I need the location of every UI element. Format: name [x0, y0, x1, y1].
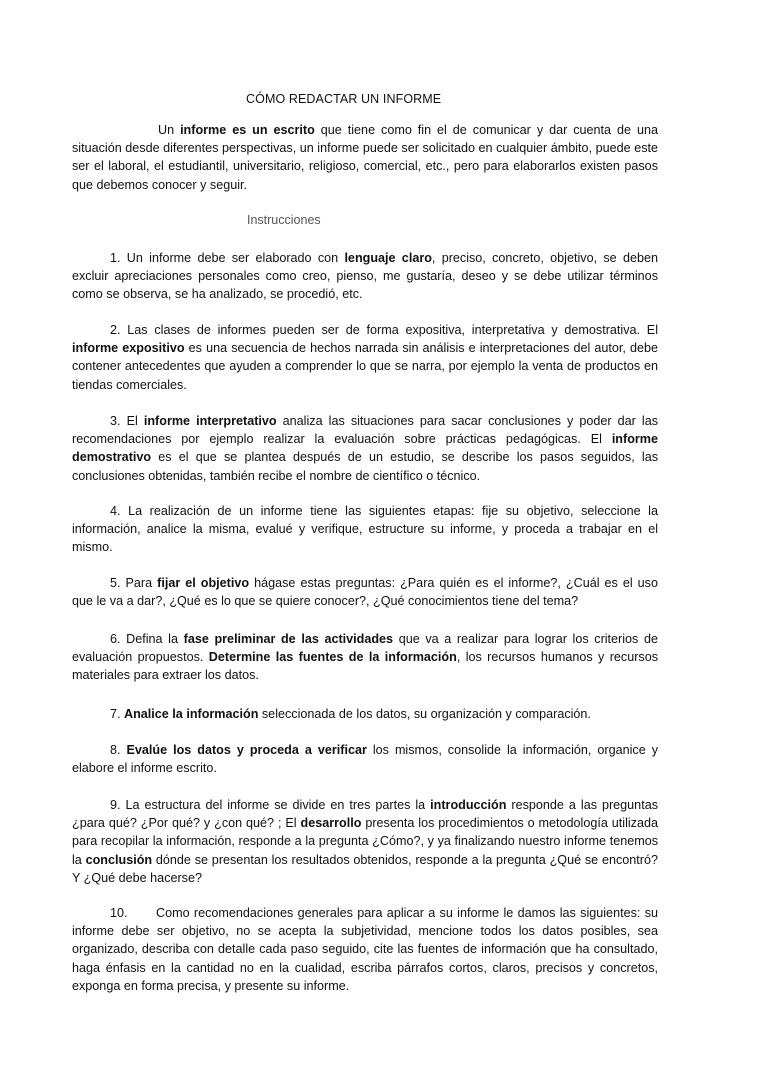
instruction-text: 2. Las clases de informes pueden ser de forma expositiva, interpretativa y demostrativa. El: [110, 323, 658, 337]
intro-bold: informe es un escrito: [180, 123, 315, 137]
instruction-text: Como recomendaciones generales para aplicar a su informe le damos las siguientes: su informe debe ser objetivo, no se acepta la subjetividad, mencione todos los datos posibles, sea organizado, describa con detalle cada paso seguido, cite las fuentes de información que ha consultado, haga énfasis en la cantidad no en la cualidad, escriba párrafos cortos, claros, precisos y concretos, exponga en forma precisa, y presente su informe.: [72, 906, 658, 993]
instruction-text: es el que se plantea después de un estudio, se describe los pasos seguidos, las conclusiones obtenidas, también recibe el nombre de científico o técnico.: [72, 450, 658, 483]
instruction-text: dónde se presentan los resultados obtenidos, responde a la pregunta ¿Qué se encontró? Y ¿Qué debe hacerse?: [72, 852, 658, 885]
instruction-text: es una secuencia de hechos narrada sin análisis e interpretaciones del autor, debe contener antecedentes que ayuden a comprender lo que se narra, por ejemplo la venta de productos en tiendas comerciales.: [72, 341, 659, 392]
instruction-text: 7.: [110, 707, 125, 721]
intro-text: Un: [158, 123, 181, 137]
instruction-9: [72, 796, 658, 887]
instruction-bold: lenguaje claro: [344, 251, 432, 265]
instruction-8: [72, 741, 658, 777]
instruction-text: analiza las situaciones para sacar conclusiones y poder dar las recomendaciones por ejemplo realizar la evaluación sobre prácticas pedagógicas. El: [72, 414, 658, 447]
instruction-text: 4. La realización de un informe tiene las siguientes etapas: fije su objetivo, seleccione la información, analice la misma, evalué y verifique, estructure su informe, y proceda a trabajar en el mismo.: [72, 504, 658, 555]
instruction-bold: informe demostrativo: [72, 432, 658, 465]
instruction-text: 1. Un informe debe ser elaborado con: [110, 251, 345, 265]
instruction-4: [72, 502, 658, 557]
instruction-text: los mismos, consolide la información, organice y elabore el informe escrito.: [72, 743, 658, 776]
instruction-text: 8.: [110, 743, 127, 757]
instruction-number: 10.: [110, 906, 128, 920]
instruction-bold: desarrollo: [300, 816, 362, 831]
instruction-5: [72, 574, 658, 610]
instruction-2: [72, 321, 658, 394]
instruction-text: 3. El: [110, 414, 144, 428]
instruction-bold: Analice la información: [124, 707, 259, 721]
instruction-text: seleccionada de los datos, su organización y comparación.: [258, 707, 591, 721]
instruction-text: responde a las preguntas ¿para qué? ¿Por qué? y ¿con qué? ; El: [72, 798, 658, 831]
instruction-text: , los recursos humanos y recursos materiales para extraer los datos.: [72, 650, 658, 683]
instruction-text: que va a realizar para lograr los criterios de evaluación propuestos.: [72, 632, 658, 665]
instruction-bold: introducción: [430, 798, 507, 812]
instruction-bold: informe interpretativo: [143, 414, 277, 428]
instruction-text: 5. Para: [110, 576, 158, 590]
instruction-bold: fijar el objetivo: [157, 576, 250, 590]
instruction-text: hágase estas preguntas: ¿Para quién es el informe?, ¿Cuál es el uso que le va a dar?, ¿Qué es lo que se quiere conocer?, ¿Qué conocimientos tiene del tema?: [72, 576, 658, 609]
intro-text: que tiene como fin el de comunicar y dar cuenta de una situación desde diferentes perspectivas, un informe puede ser solicitado en cualquier ámbito, puede este ser el laboral, el estudiantil, universitario, religioso, comercial, etc., pero para elaborarlos existen pasos que debemos conocer y seguir.: [72, 123, 658, 192]
instruction-text: , preciso, concreto, objetivo, se deben excluir apreciaciones personales como creo, pienso, me gustaría, deseo y se debe utilizar términos como se observa, se ha analizado, se procedió, etc.: [72, 251, 658, 302]
instruction-bold: conclusión: [85, 852, 153, 867]
instruction-bold: informe expositivo: [72, 341, 185, 356]
instruction-6: [72, 630, 658, 685]
instruction-bold: fase preliminar de las actividades: [183, 632, 394, 646]
instruction-text: presenta los procedimientos o metodología utilizada para recopilar la información, responde a la pregunta ¿Cómo?, y ya finalizando nuestro informe tenemos la: [72, 816, 658, 867]
instruction-10: [72, 904, 658, 995]
instruction-7: [72, 705, 658, 723]
instruction-bold: Determine las fuentes de la información: [208, 650, 457, 665]
instruction-text: 6. Defina la: [110, 632, 184, 646]
intro-paragraph: [72, 121, 658, 194]
instruction-1: [72, 249, 658, 304]
instruction-3: [72, 412, 658, 485]
instruction-bold: Evalúe los datos y proceda a verificar: [126, 743, 367, 757]
section-subtitle: Instrucciones: [247, 213, 321, 227]
document-title: CÓMO REDACTAR UN INFORME: [246, 92, 442, 106]
instruction-text: 9. La estructura del informe se divide en tres partes la: [110, 798, 431, 812]
